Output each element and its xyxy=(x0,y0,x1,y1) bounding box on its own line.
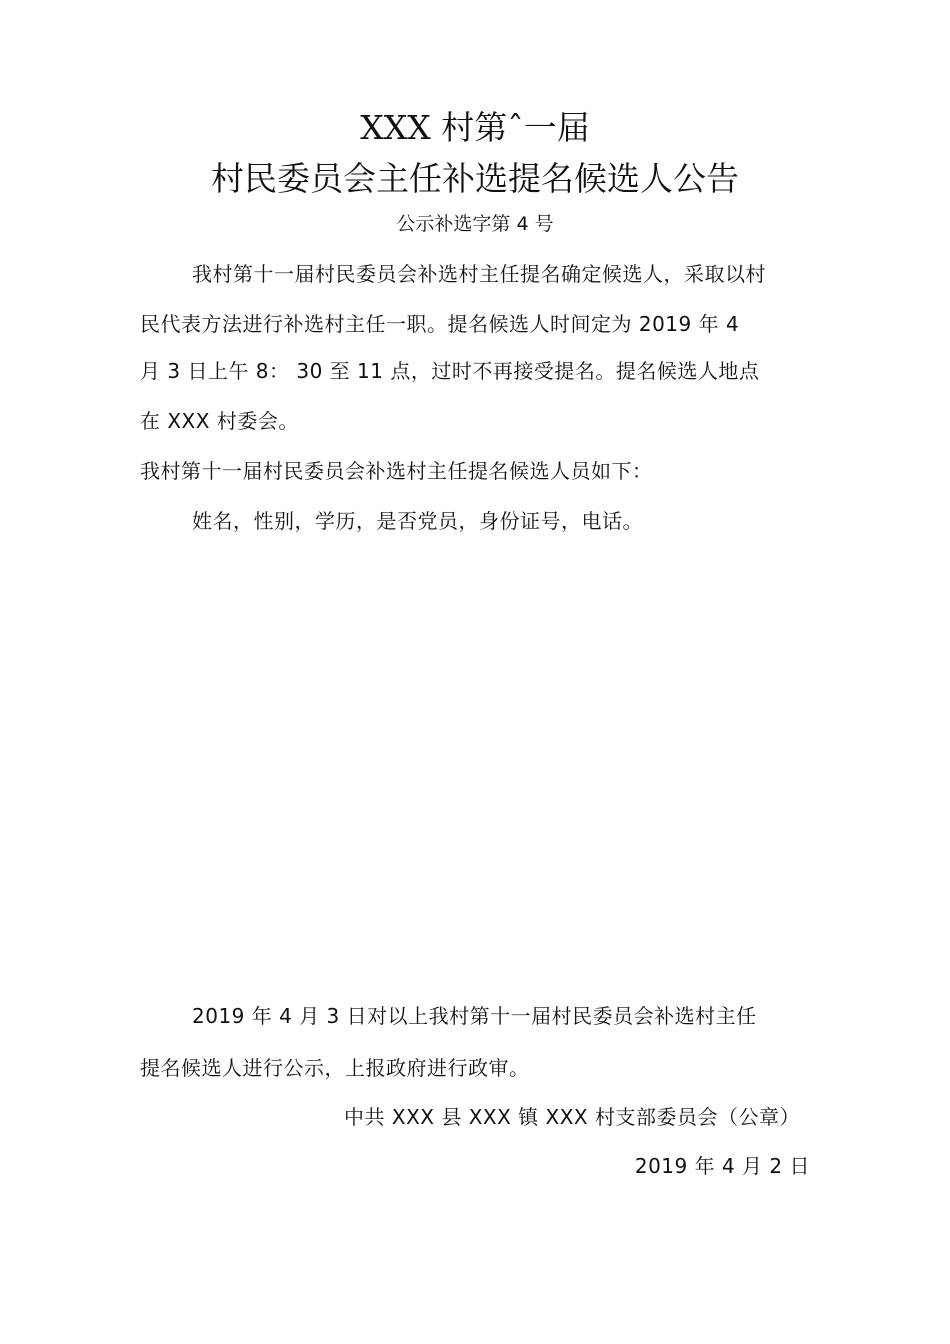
paragraph1-line: 在 XXX 村委会。 xyxy=(140,409,299,433)
candidate-fields: 姓名，性别，学历，是否党员，身份证号，电话。 xyxy=(192,509,643,533)
paragraph1-line: 我村第十一届村民委员会补选村主任提名确定候选人，采取以村 xyxy=(192,262,766,286)
title-line-1: XXX 村第ˆ一届 xyxy=(360,108,590,147)
paragraph1-line: 月 3 日上午 8： 30 至 11 点，过时不再接受提名。提名候选人地点 xyxy=(140,359,760,383)
title-line-2: 村民委员会主任补选提名候选人公告 xyxy=(211,159,739,198)
paragraph3-line: 2019 年 4 月 3 日对以上我村第十一届村民委员会补选村主任 xyxy=(192,1004,757,1028)
issue-date: 2019 年 4 月 2 日 xyxy=(634,1154,810,1178)
paragraph3-line: 提名候选人进行公示，上报政府进行政审。 xyxy=(140,1056,530,1080)
paragraph1-line: 民代表方法进行补选村主任一职。提名候选人时间定为 2019 年 4 xyxy=(140,312,740,336)
candidate-list-heading: 我村第十一届村民委员会补选村主任提名候选人员如下： xyxy=(140,459,653,483)
notice-number: 公示补选字第 4 号 xyxy=(396,213,554,235)
issuer-signature: 中共 XXX 县 XXX 镇 XXX 村支部委员会（公章） xyxy=(344,1105,800,1129)
